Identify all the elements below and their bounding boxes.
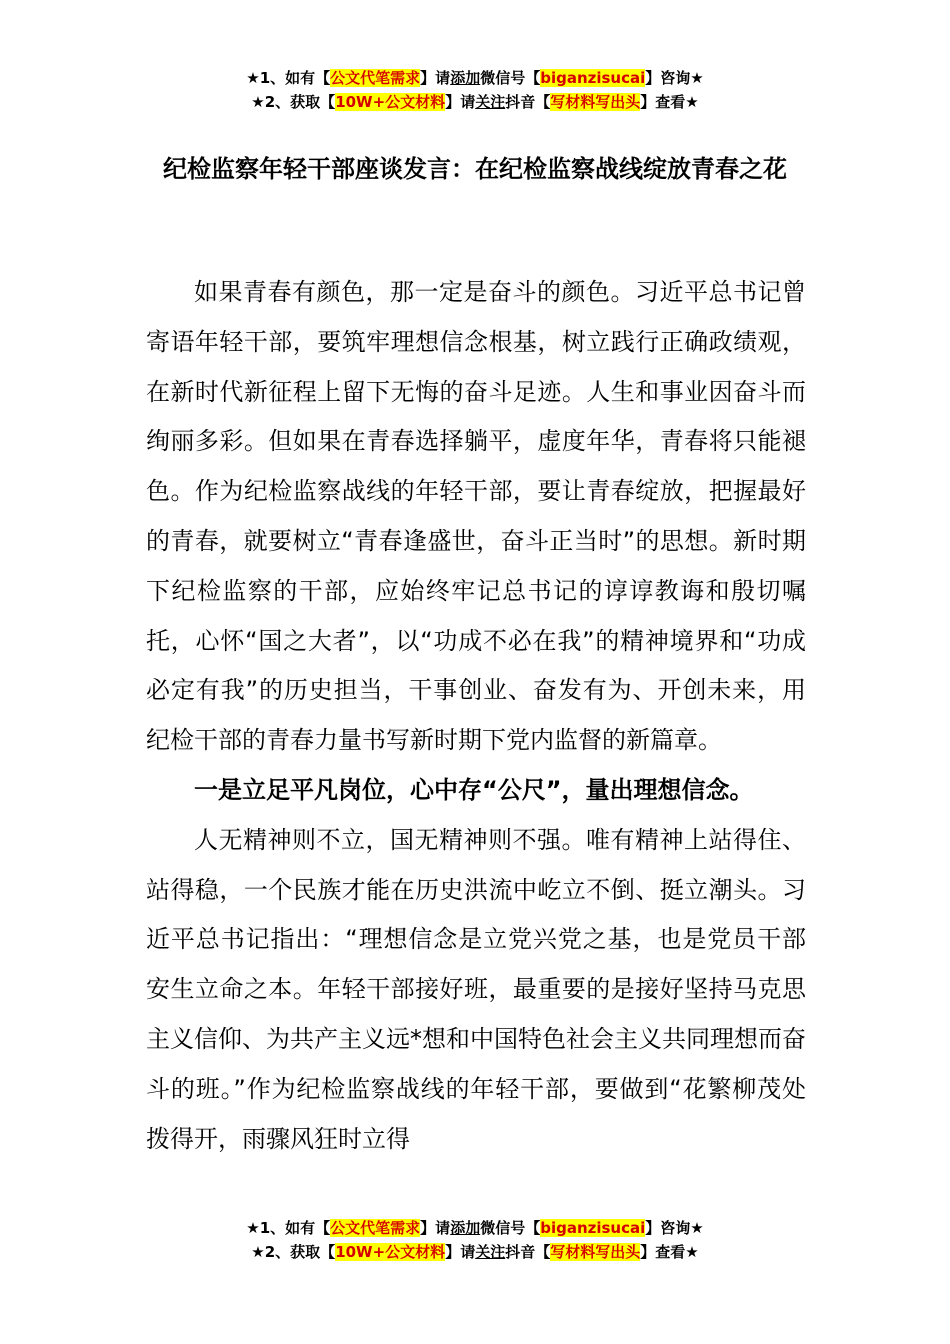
notice-line-2 (0, 90, 950, 114)
notice-text: 】查看★ (640, 93, 699, 111)
notice-highlight: 10W+公文材料 (335, 1243, 446, 1261)
document-title: 纪检监察年轻干部座谈发言：在纪检监察战线绽放青春之花 (163, 155, 787, 183)
notice-text: 】请 (445, 1243, 476, 1261)
notice-text: ★2、获取【 (251, 1243, 336, 1261)
notice-text: 】请 (445, 93, 476, 111)
notice-wechat-id: biganzisucai (540, 69, 646, 87)
notice-highlight: 公文代笔需求 (330, 69, 421, 87)
notice-underlined: 添加 (450, 69, 481, 87)
header-notice (0, 66, 950, 114)
notice-douyin-account: 写材料写出头 (550, 1243, 641, 1261)
notice-text: 微信号【 (480, 69, 541, 87)
notice-highlight: 公文代笔需求 (330, 1219, 421, 1237)
notice-text: 】请 (420, 1219, 451, 1237)
body-paragraph: 如果青春有颜色，那一定是奋斗的颜色。习近平总书记曾寄语年轻干部，要筑牢理想信念根基，树立践行正确政绩观，在新时代新征程上留下无悔的奋斗足迹。人生和事业因奋斗而绚丽多彩。但如果在青春选择躺平，虚度年华，青春将只能褪色。作为纪检监察战线的年轻干部，要让青春绽放，把握最好的青春，就要树立“青春逢盛世，奋斗正当时”的思想。新时期下纪检监察的干部，应始终牢记总书记的谆谆教诲和殷切嘱托，心怀“国之大者”，以“功成不必在我”的精神境界和“功成必定有我”的历史担当，干事创业、奋发有为、开创未来，用纪检干部的青春力量书写新时期下党内监督的新篇章。 (146, 278, 806, 755)
notice-text: ★1、如有【 (246, 1219, 331, 1237)
notice-douyin-account: 写材料写出头 (550, 93, 641, 111)
notice-highlight: 10W+公文材料 (335, 93, 446, 111)
notice-line-1 (0, 66, 950, 90)
notice-underlined: 关注 (475, 93, 506, 111)
notice-text: 】咨询★ (645, 1219, 704, 1237)
notice-text: 】请 (420, 69, 451, 87)
notice-text: ★1、如有【 (246, 69, 331, 87)
notice-underlined: 关注 (475, 1243, 506, 1261)
body-paragraph: 人无精神则不立，国无精神则不强。唯有精神上站得住、站得稳，一个民族才能在历史洪流中屹立不倒、挺立潮头。习近平总书记指出：“理想信念是立党兴党之基，也是党员干部安生立命之本。年轻干部接好班，最重要的是接好坚持马克思主义信仰、为共产主义远*想和中国特色社会主义共同理想而奋斗的班。”作为纪检监察战线的年轻干部，要做到“花繁柳茂处拨得开，雨骤风狂时立得 (146, 825, 806, 1153)
notice-text: 】咨询★ (645, 69, 704, 87)
notice-wechat-id: biganzisucai (540, 1219, 646, 1237)
document-body (146, 268, 806, 1164)
notice-text: 抖音【 (505, 93, 551, 111)
footer-notice (0, 1216, 950, 1264)
notice-text: 微信号【 (480, 1219, 541, 1237)
notice-text: 】查看★ (640, 1243, 699, 1261)
notice-underlined: 添加 (450, 1219, 481, 1237)
notice-text: 抖音【 (505, 1243, 551, 1261)
notice-text: ★2、获取【 (251, 93, 336, 111)
notice-line-1 (0, 1216, 950, 1240)
notice-line-2 (0, 1240, 950, 1264)
section-heading: 一是立足平凡岗位，心中存“公尺”，量出理想信念。 (194, 775, 754, 804)
